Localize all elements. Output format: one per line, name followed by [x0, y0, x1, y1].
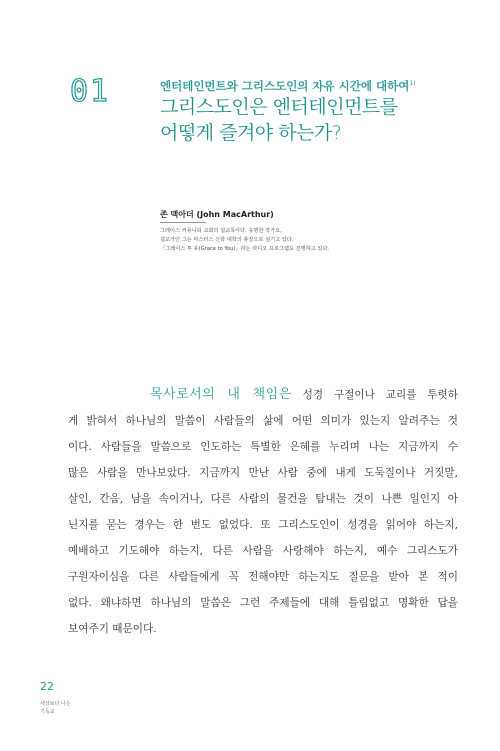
body-line: 게 밝혀서 하나님의 말씀이 사람들의 삶에 어떤 의미가 있는지 알려주는 것: [68, 415, 458, 427]
page-number: 22: [40, 680, 54, 693]
body-line: [68, 382, 458, 408]
body-line: 살인, 간음, 남을 속이거나, 다른 사람의 물건을 탐내는 것이 나쁜 일인지 아: [68, 493, 458, 505]
author-bio: [160, 227, 400, 254]
author-name: 존 맥아더 (John MacArthur): [160, 210, 274, 219]
body-line: 예배하고 기도해야 하는지, 다른 사람을 사랑해야 하는지, 예수 그리스도가: [68, 545, 458, 557]
footnote-mark: 1): [409, 80, 416, 88]
running-title-line: 기독교: [40, 709, 55, 715]
running-title: [40, 700, 100, 716]
body-line: 보여주기 때문이다.: [68, 623, 157, 635]
body-line: 없다. 왜냐하면 하나님의 말씀은 그런 주제들에 대해 틀림없고 명확한 답을: [68, 597, 458, 609]
first-line-rest: 성경 구절이나 교리를 투렷하: [291, 389, 458, 401]
body-line: 많은 사람을 만나보았다. 지금까지 만난 사람 중에 내게 도둑질이나 거짓말,: [68, 467, 458, 479]
bio-line: 그레이스 커뮤니티 교회의 설교목사다. 유명한 작가요,: [160, 228, 282, 234]
title-line: 어떻게 즐겨야 하는가?: [160, 122, 342, 144]
author-divider: [160, 222, 206, 223]
kicker-text: 엔터테인먼트와 그리스도인의 자유 시간에 대하여: [160, 79, 410, 93]
body-line: 이다. 사람들을 말씀으로 인도하는 특별한 은혜를 누리며 나는 지금까지 수: [68, 441, 458, 453]
running-title-line: 세상보다 나은: [40, 701, 71, 707]
body-line: 닌지를 묻는 경우는 한 번도 없었다. 또 그리스도인이 성경을 읽어야 하는지,: [68, 519, 458, 531]
title-line: 그리스도인은 엔터테인먼트를: [160, 96, 398, 118]
body-line: 구원자이심을 다른 사람들에게 꼭 전해야만 하는지도 질문을 받아 본 적이: [68, 571, 458, 583]
lead-phrase: 목사로서의 내 책임은: [150, 387, 292, 402]
bio-line: 설교가인 그는 마스터스 신학 대학의 총장으로 섬기고 있다.: [160, 237, 294, 243]
bio-line: 「그레이스 투 유(Grace to You)」라는 라디오 프로그램도 진행하고 있다.: [160, 246, 330, 252]
chapter-title: [160, 94, 460, 146]
chapter-kicker: [160, 78, 415, 94]
chapter-number: 01: [70, 74, 111, 109]
body-text: [68, 382, 458, 642]
